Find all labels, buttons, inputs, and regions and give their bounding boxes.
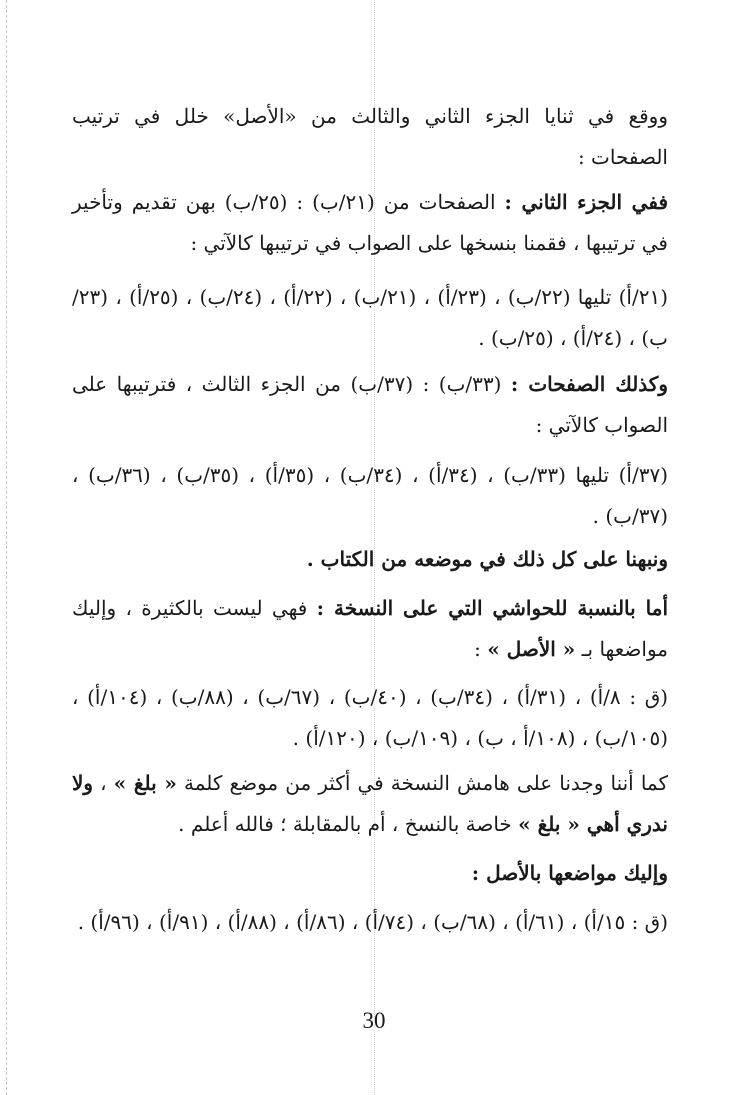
margin-notes-locations [72,677,668,759]
paragraph-text: (٢١/أ) تليها (٢٢/ب) ، (٢٣/أ) ، (٢١/ب) ، (٢٢/أ) ، (٢٤/ب) ، (٢٥/أ) ، (٢٣/ب) ، (٢٤/أ) ، (٢٥/ب) . [72,285,669,350]
paragraph-page-order-intro [72,96,668,178]
paragraph-part-three [72,364,668,446]
page-sequence-part-three [72,455,668,537]
paragraph-text: (ق : ٨/أ) ، (٣١/أ) ، (٣٤/ب) ، (٤٠/ب) ، (٦٧/ب) ، (٨٨/ب) ، (١٠٤/أ) ، (١٠٥/ب) ، (١٠٨/أ ، ب) ، (١٠٩/ب) ، (١٢٠/أ) . [72,685,669,750]
paragraph-part-two [72,182,668,264]
paragraph-text: خاصة بالنسخ ، أم بالمقابلة ؛ فالله أعلم . [178,812,519,836]
paragraph-text: فهي ليست بالكثيرة ، وإليك مواضعها بـ [72,596,668,661]
paragraph-lead: أما بالنسبة للحواشي التي على النسخة : [316,596,669,620]
paragraph-lead: ففي الجزء الثاني : [504,190,669,214]
paragraph-emphasis: « الأصل » [487,637,576,661]
paragraph-balagha [72,763,668,845]
paragraph-text: (٣٧/أ) تليها (٣٣/ب) ، (٣٤/أ) ، (٣٤/ب) ، (٣٥/أ) ، (٣٥/ب) ، (٣٦/ب) ، (٣٧/ب) . [72,463,669,528]
paragraph-lead: وكذلك الصفحات : [510,372,668,396]
paragraph-text: ونبهنا على كل ذلك في موضعه من الكتاب . [306,547,668,571]
paragraph-text: الصفحات من (٢١/ب) : (٢٥/ب) بهن تقديم وتأخير في ترتيبها ، فقمنا بنسخها على الصواب في ترتيبها كالآتي : [72,190,668,255]
paragraph-text: (ق : ١٥/أ) ، (٦١/أ) ، (٦٨/ب) ، (٧٤/أ) ، (٨٦/أ) ، (٨٨/أ) ، (٩١/أ) ، (٩٦/أ) . [77,910,668,934]
paragraph-margin-notes [72,588,668,670]
paragraph-text: وإليك مواضعها بالأصل : [471,861,668,885]
paragraph-text: (٣٣/ب) : (٣٧/ب) من الجزء الثالث ، فترتيبها على الصواب كالآتي : [72,372,668,437]
page-sequence-part-two [72,277,668,359]
paragraph-text: ، [93,771,114,795]
paragraph-text: ووقع في ثنايا الجزء الثاني والثالث من «الأصل» خلل في ترتيب الصفحات : [72,104,668,169]
page-number: 30 [362,1008,386,1033]
balagha-locations [72,902,668,943]
paragraph-note [72,539,668,580]
paragraph-text: كما أننا وجدنا على هامش النسخة في أكثر من موضع كلمة [176,771,668,795]
paragraph-emphasis: ولا ندري أهي « بلغ » [72,771,668,836]
paragraph-text: : [474,637,488,661]
paragraph-locations-heading [72,853,668,894]
paragraph-emphasis: « بلغ » [113,771,177,795]
page-edge-line [6,0,7,1095]
